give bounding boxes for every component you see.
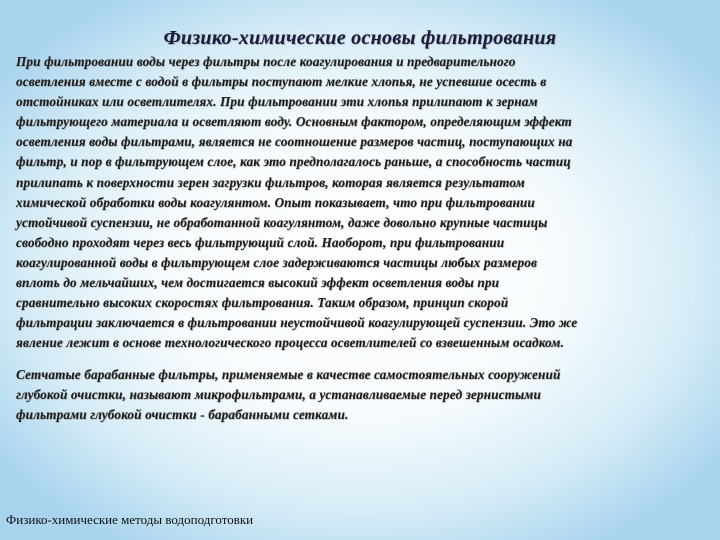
text-line: вплоть до мельчайших, чем достигается высокий эффект осветления воды при	[16, 275, 500, 291]
text-line: устойчивой суспензии, не обработанной коагулянтом, даже довольно крупные частицы	[16, 214, 548, 230]
text-line: прилипать к поверхности зерен загрузки фильтров, которая является результатом	[16, 174, 525, 190]
text-line: фильтрами глубокой очистки - барабанными сетками.	[16, 407, 349, 423]
text-line: свободно проходят через весь фильтрующий слой. Наоборот, при фильтровании	[16, 234, 505, 250]
text-line: Сетчатые барабанные фильтры, применяемые в качестве самостоятельных сооружений	[16, 367, 561, 382]
paragraph-drum-filters	[16, 365, 706, 425]
text-line: глубокой очистки, называют микрофильтрами, а устанавливаемые перед зернистыми	[16, 387, 541, 403]
paragraph-filtration-principles	[16, 52, 706, 353]
slide-title: Физико-химические основы фильтрования	[163, 27, 557, 49]
text-line: осветления вместе с водой в фильтры поступают мелкие хлопья, не успевшие осесть в	[16, 74, 547, 90]
text-line: фильтрующего материала и осветляют воду. Основным фактором, определяющим эффект	[16, 114, 572, 130]
text-line: сравнительно высоких скоростях фильтрования. Таким образом, принцип скорой	[16, 295, 509, 311]
text-line: явление лежит в основе технологического процесса осветлителей со взвешенным осадком.	[16, 335, 564, 351]
text-line: При фильтровании воды через фильтры после коагулирования и предварительного	[16, 54, 516, 69]
text-line: химической обработки воды коагулянтом. Опыт показывает, что при фильтровании	[16, 194, 535, 210]
text-line: фильтр, и пор в фильтрующем слое, как это предполагалось раньше, а способность частиц	[16, 154, 571, 170]
text-line: отстойниках или осветлителях. При фильтровании эти хлопья прилипают к зернам	[16, 94, 538, 110]
text-line: осветления воды фильтрами, является не соотношение размеров частиц, поступающих на	[16, 134, 573, 150]
text-line: фильтрации заключается в фильтровании неустойчивой коагулирующей суспензии. Это же	[16, 315, 578, 331]
text-line: коагулированной воды в фильтрующем слое задерживаются частицы любых размеров	[16, 254, 538, 270]
slide-footer: Физико-химические методы водоподготовки	[6, 512, 254, 527]
